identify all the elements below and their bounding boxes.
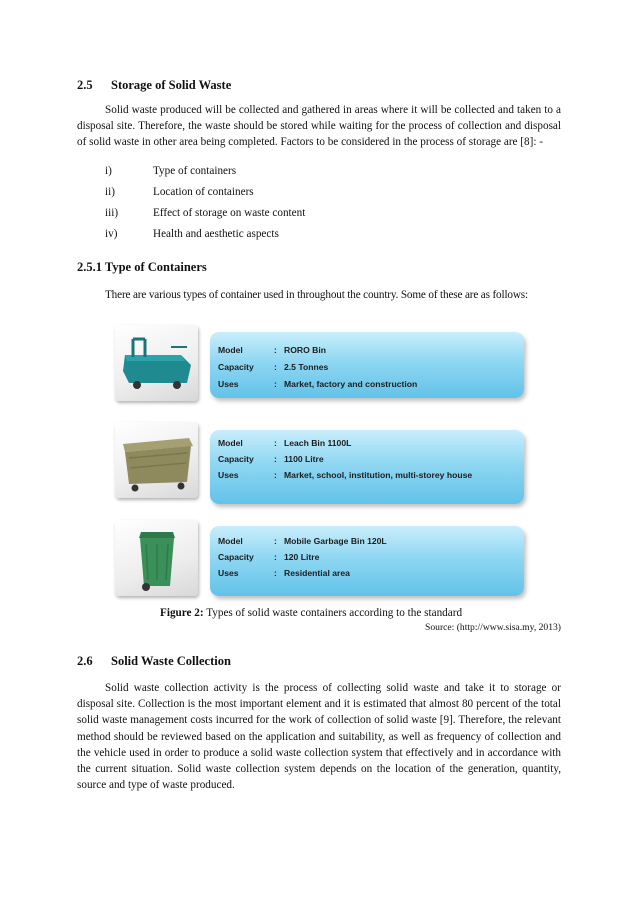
colon: : — [274, 536, 277, 546]
colon: : — [274, 379, 277, 389]
capacity-value: 2.5 Tonnes — [284, 362, 329, 372]
list-item — [105, 182, 305, 203]
capacity-value: 120 Litre — [284, 552, 320, 562]
uses-label: Uses — [218, 470, 239, 480]
uses-row — [218, 379, 417, 389]
figure-source: Source: (http://www.sisa.my, 2013) — [425, 622, 561, 633]
uses-row — [218, 568, 350, 578]
capacity-label: Capacity — [218, 454, 254, 464]
containers-paragraph: There are various types of container used in throughout the country. Some of these are as follows: — [105, 289, 528, 301]
section-number: 2.5.1 — [77, 260, 102, 274]
leach-bin-icon — [115, 422, 198, 498]
list-item — [105, 203, 305, 224]
capacity-row — [218, 454, 324, 464]
section-title: Type of Containers — [104, 260, 207, 274]
collection-paragraph: Solid waste collection activity is the process of collecting solid waste and take it to storage or disposal site. Collection is the most important element and it is estimated that almost 80 percent of the total solid waste management costs incurred for the work of collection of solid waste [9]. Therefore, the relevant method should be reviewed based on the application and suitability, as well as frequency of collection and the vehicle used in order to produce a solid waste collection system that effectively and in accordance with the current situation. Solid waste collection system depends on the location of the generation, quantity, source and type of waste produced. — [77, 682, 561, 792]
model-label: Model — [218, 345, 243, 355]
colon: : — [274, 362, 277, 372]
uses-label: Uses — [218, 568, 239, 578]
section-heading-2-5-1 — [77, 260, 207, 275]
uses-value: Market, factory and construction — [284, 379, 418, 389]
model-label: Model — [218, 536, 243, 546]
colon: : — [274, 552, 277, 562]
colon: : — [274, 345, 277, 355]
uses-label: Uses — [218, 379, 239, 389]
figure-label: Figure 2: — [160, 607, 204, 619]
section-heading-2-6 — [77, 654, 231, 669]
colon: : — [274, 454, 277, 464]
model-value: RORO Bin — [284, 345, 327, 355]
figure-caption-text: Types of solid waste containers according to the standard — [203, 607, 463, 619]
list-numeral: i) — [105, 165, 112, 177]
uses-value: Residential area — [284, 568, 350, 578]
colon: : — [274, 568, 277, 578]
list-text: Type of containers — [153, 165, 237, 177]
capacity-value: 1100 Litre — [284, 454, 324, 464]
list-numeral: ii) — [105, 186, 115, 198]
roro-bin-icon — [115, 325, 198, 401]
section-number: 2.5 — [77, 78, 93, 92]
capacity-row — [218, 552, 319, 562]
container-info-panel — [210, 332, 524, 398]
model-row — [218, 536, 387, 546]
leach-bin-image — [115, 422, 198, 498]
list-numeral: iv) — [105, 228, 118, 240]
container-info-panel — [210, 526, 524, 596]
roro-bin-image — [115, 325, 198, 401]
capacity-row — [218, 362, 328, 372]
storage-paragraph: Solid waste produced will be collected and gathered in areas where it will be collected and taken to a disposal site. Therefore, the waste should be stored while waiting for the process of collection and disposal of solid waste in other area being completed. Factors to be considered in the process of storage are [8]: - — [77, 104, 561, 149]
list-text: Location of containers — [153, 186, 254, 198]
colon: : — [274, 470, 277, 480]
model-value: Leach Bin 1100L — [284, 438, 352, 448]
section-title: Solid Waste Collection — [111, 654, 231, 668]
container-info-panel — [210, 430, 524, 504]
section-title: Storage of Solid Waste — [111, 78, 232, 92]
model-label: Model — [218, 438, 243, 448]
uses-row — [218, 470, 472, 480]
list-text: Health and aesthetic aspects — [153, 228, 279, 240]
list-item — [105, 224, 305, 245]
uses-value: Market, school, institution, multi-storey house — [284, 470, 473, 480]
model-row — [218, 438, 351, 448]
list-numeral: iii) — [105, 207, 119, 219]
list-item — [105, 161, 305, 182]
section-heading-2-5 — [77, 78, 231, 93]
mobile-bin-image — [115, 520, 198, 596]
model-row — [218, 345, 326, 355]
colon: : — [274, 438, 277, 448]
capacity-label: Capacity — [218, 552, 254, 562]
mobile-bin-icon — [115, 520, 198, 596]
storage-factors-list — [105, 161, 305, 245]
figure-caption — [160, 607, 462, 619]
list-text: Effect of storage on waste content — [153, 207, 306, 219]
capacity-label: Capacity — [218, 362, 254, 372]
model-value: Mobile Garbage Bin 120L — [284, 536, 387, 546]
section-number: 2.6 — [77, 654, 93, 668]
